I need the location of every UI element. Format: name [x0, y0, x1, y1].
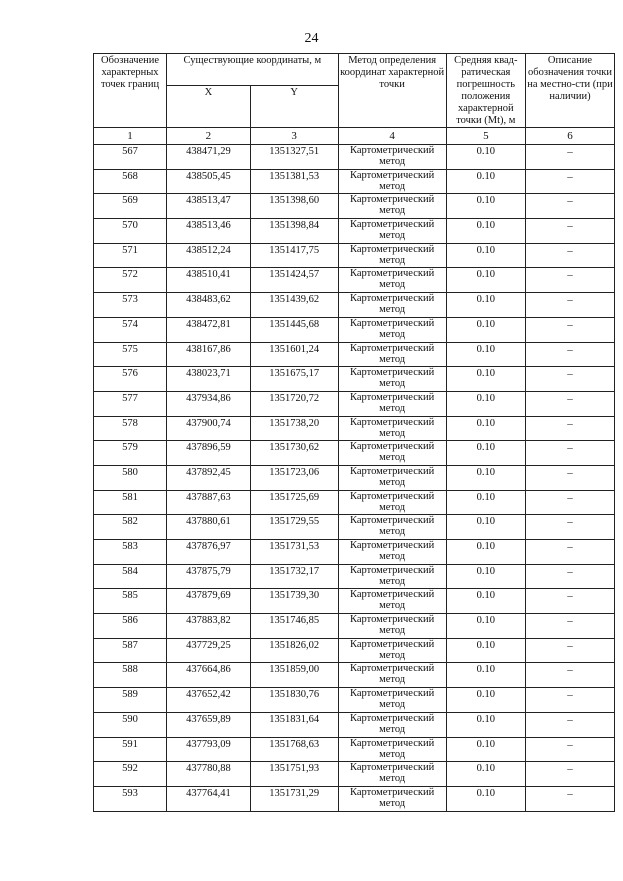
cell-description: –: [526, 589, 615, 614]
cell-point: 585: [94, 589, 167, 614]
cell-description: –: [526, 243, 615, 268]
cell-accuracy: 0.10: [446, 169, 525, 194]
cell-method: [338, 194, 446, 219]
cell-y: 1351417,75: [250, 243, 338, 268]
cell-accuracy: 0.10: [446, 712, 525, 737]
cell-point: 593: [94, 786, 167, 811]
cell-y: 1351723,06: [250, 465, 338, 490]
cell-accuracy: 0.10: [446, 391, 525, 416]
column-number: 5: [446, 128, 525, 145]
cell-point: 570: [94, 219, 167, 244]
cell-x: 437664,86: [167, 663, 251, 688]
cell-y: 1351398,84: [250, 219, 338, 244]
cell-accuracy: 0.10: [446, 441, 525, 466]
cell-description: –: [526, 268, 615, 293]
cell-description: –: [526, 540, 615, 565]
cell-y: 1351739,30: [250, 589, 338, 614]
cell-accuracy: 0.10: [446, 268, 525, 293]
cell-y: 1351675,17: [250, 367, 338, 392]
cell-method: [338, 367, 446, 392]
cell-x: 437900,74: [167, 416, 251, 441]
table-row: [94, 465, 615, 490]
column-number: 6: [526, 128, 615, 145]
method-text: Картометрический метод: [349, 243, 435, 266]
table-row: [94, 540, 615, 565]
cell-method: [338, 465, 446, 490]
cell-x: 437764,41: [167, 786, 251, 811]
cell-accuracy: 0.10: [446, 243, 525, 268]
cell-x: 438483,62: [167, 293, 251, 318]
cell-x: 437879,69: [167, 589, 251, 614]
cell-description: –: [526, 712, 615, 737]
cell-point: 575: [94, 342, 167, 367]
cell-point: 590: [94, 712, 167, 737]
cell-point: 582: [94, 515, 167, 540]
cell-point: 572: [94, 268, 167, 293]
cell-y: 1351445,68: [250, 317, 338, 342]
cell-point: 576: [94, 367, 167, 392]
cell-y: 1351729,55: [250, 515, 338, 540]
cell-x: 437793,09: [167, 737, 251, 762]
table-row: [94, 169, 615, 194]
cell-description: –: [526, 317, 615, 342]
cell-description: –: [526, 737, 615, 762]
cell-accuracy: 0.10: [446, 194, 525, 219]
cell-method: [338, 219, 446, 244]
cell-description: –: [526, 145, 615, 170]
cell-method: [338, 515, 446, 540]
cell-method: [338, 762, 446, 787]
table-row: [94, 194, 615, 219]
method-text: Картометрический метод: [349, 663, 435, 686]
table-row: [94, 762, 615, 787]
cell-x: 438167,86: [167, 342, 251, 367]
cell-method: [338, 540, 446, 565]
cell-point: 592: [94, 762, 167, 787]
cell-accuracy: 0.10: [446, 293, 525, 318]
cell-y: 1351768,63: [250, 737, 338, 762]
cell-description: –: [526, 465, 615, 490]
cell-point: 579: [94, 441, 167, 466]
cell-y: 1351751,93: [250, 762, 338, 787]
cell-method: [338, 490, 446, 515]
method-text: Картометрический метод: [349, 317, 435, 340]
cell-point: 577: [94, 391, 167, 416]
cell-point: 591: [94, 737, 167, 762]
cell-method: [338, 688, 446, 713]
cell-x: 437892,45: [167, 465, 251, 490]
cell-accuracy: 0.10: [446, 663, 525, 688]
cell-method: [338, 342, 446, 367]
cell-accuracy: 0.10: [446, 762, 525, 787]
column-number-row: [94, 128, 615, 145]
cell-x: 437896,59: [167, 441, 251, 466]
cell-point: 578: [94, 416, 167, 441]
cell-point: 580: [94, 465, 167, 490]
table-row: [94, 614, 615, 639]
cell-method: [338, 416, 446, 441]
table-row: [94, 564, 615, 589]
cell-description: –: [526, 663, 615, 688]
method-text: Картометрический метод: [349, 515, 435, 538]
method-text: Картометрический метод: [349, 219, 435, 242]
cell-description: –: [526, 688, 615, 713]
table-row: [94, 663, 615, 688]
method-text: Картометрический метод: [349, 342, 435, 365]
cell-point: 581: [94, 490, 167, 515]
cell-method: [338, 317, 446, 342]
table-row: [94, 712, 615, 737]
cell-accuracy: 0.10: [446, 638, 525, 663]
cell-accuracy: 0.10: [446, 367, 525, 392]
table-row: [94, 219, 615, 244]
cell-accuracy: 0.10: [446, 317, 525, 342]
cell-point: 589: [94, 688, 167, 713]
cell-x: 438512,24: [167, 243, 251, 268]
cell-accuracy: 0.10: [446, 490, 525, 515]
cell-method: [338, 663, 446, 688]
method-text: Картометрический метод: [349, 465, 435, 488]
cell-method: [338, 712, 446, 737]
cell-description: –: [526, 490, 615, 515]
cell-accuracy: 0.10: [446, 614, 525, 639]
cell-point: 569: [94, 194, 167, 219]
table-row: [94, 342, 615, 367]
cell-y: 1351439,62: [250, 293, 338, 318]
cell-point: 586: [94, 614, 167, 639]
cell-y: 1351381,53: [250, 169, 338, 194]
cell-y: 1351730,62: [250, 441, 338, 466]
cell-method: [338, 737, 446, 762]
cell-method: [338, 243, 446, 268]
cell-y: 1351830,76: [250, 688, 338, 713]
table-row: [94, 243, 615, 268]
table-row: [94, 786, 615, 811]
cell-accuracy: 0.10: [446, 540, 525, 565]
cell-y: 1351731,53: [250, 540, 338, 565]
column-number: 4: [338, 128, 446, 145]
method-text: Картометрический метод: [349, 145, 435, 167]
cell-point: 567: [94, 145, 167, 170]
cell-accuracy: 0.10: [446, 342, 525, 367]
page-number: 24: [304, 31, 319, 46]
table-row: [94, 490, 615, 515]
table-row: [94, 367, 615, 392]
cell-accuracy: 0.10: [446, 688, 525, 713]
method-text: Картометрический метод: [349, 638, 435, 661]
cell-y: 1351424,57: [250, 268, 338, 293]
cell-x: 438505,45: [167, 169, 251, 194]
cell-description: –: [526, 194, 615, 219]
cell-point: 571: [94, 243, 167, 268]
cell-y: 1351738,20: [250, 416, 338, 441]
cell-x: 438471,29: [167, 145, 251, 170]
header-point: Обозначение характерных точек границ: [94, 54, 167, 128]
cell-x: 437887,63: [167, 490, 251, 515]
method-text: Картометрический метод: [349, 614, 435, 637]
table-row: [94, 589, 615, 614]
cell-x: 437934,86: [167, 391, 251, 416]
table-row: [94, 268, 615, 293]
method-text: Картометрический метод: [349, 441, 435, 464]
table-row: [94, 317, 615, 342]
method-text: Картометрический метод: [349, 169, 435, 192]
cell-description: –: [526, 391, 615, 416]
table-row: [94, 515, 615, 540]
table-row: [94, 416, 615, 441]
cell-y: 1351327,51: [250, 145, 338, 170]
cell-description: –: [526, 614, 615, 639]
cell-x: 437652,42: [167, 688, 251, 713]
method-text: Картометрический метод: [349, 762, 435, 785]
table-row: [94, 391, 615, 416]
method-text: Картометрический метод: [349, 589, 435, 612]
cell-method: [338, 589, 446, 614]
coordinates-table: [93, 53, 615, 812]
cell-accuracy: 0.10: [446, 515, 525, 540]
cell-description: –: [526, 367, 615, 392]
cell-description: –: [526, 786, 615, 811]
method-text: Картометрический метод: [349, 194, 435, 217]
header-row-top: [94, 54, 615, 86]
method-text: Картометрический метод: [349, 786, 435, 809]
column-number: 2: [167, 128, 251, 145]
method-text: Картометрический метод: [349, 268, 435, 291]
method-text: Картометрический метод: [349, 416, 435, 439]
table-row: [94, 145, 615, 170]
cell-accuracy: 0.10: [446, 465, 525, 490]
cell-x: 437729,25: [167, 638, 251, 663]
cell-x: 437780,88: [167, 762, 251, 787]
cell-point: 583: [94, 540, 167, 565]
header-coordinates: Существующие координаты, м: [167, 54, 339, 86]
cell-method: [338, 145, 446, 170]
cell-description: –: [526, 169, 615, 194]
cell-x: 438023,71: [167, 367, 251, 392]
cell-accuracy: 0.10: [446, 416, 525, 441]
cell-method: [338, 441, 446, 466]
cell-y: 1351725,69: [250, 490, 338, 515]
method-text: Картометрический метод: [349, 540, 435, 562]
method-text: Картометрический метод: [349, 293, 435, 316]
table-row: [94, 688, 615, 713]
cell-point: 588: [94, 663, 167, 688]
cell-accuracy: 0.10: [446, 219, 525, 244]
cell-point: 568: [94, 169, 167, 194]
header-y: Y: [250, 86, 338, 128]
cell-y: 1351746,85: [250, 614, 338, 639]
cell-y: 1351859,00: [250, 663, 338, 688]
cell-method: [338, 564, 446, 589]
cell-description: –: [526, 638, 615, 663]
cell-point: 587: [94, 638, 167, 663]
cell-x: 437659,89: [167, 712, 251, 737]
cell-x: 437883,82: [167, 614, 251, 639]
cell-description: –: [526, 416, 615, 441]
cell-accuracy: 0.10: [446, 564, 525, 589]
table-row: [94, 293, 615, 318]
cell-x: 437875,79: [167, 564, 251, 589]
cell-method: [338, 169, 446, 194]
cell-description: –: [526, 293, 615, 318]
method-text: Картометрический метод: [349, 712, 435, 735]
method-text: Картометрический метод: [349, 737, 435, 760]
cell-accuracy: 0.10: [446, 589, 525, 614]
cell-method: [338, 268, 446, 293]
method-text: Картометрический метод: [349, 391, 435, 414]
cell-y: 1351398,60: [250, 194, 338, 219]
cell-y: 1351732,17: [250, 564, 338, 589]
method-text: Картометрический метод: [349, 490, 435, 513]
method-text: Картометрический метод: [349, 367, 435, 390]
column-number: 1: [94, 128, 167, 145]
cell-method: [338, 293, 446, 318]
cell-method: [338, 786, 446, 811]
table-body: [94, 145, 615, 812]
cell-description: –: [526, 515, 615, 540]
cell-point: 584: [94, 564, 167, 589]
table-row: [94, 737, 615, 762]
cell-method: [338, 614, 446, 639]
cell-description: –: [526, 762, 615, 787]
cell-y: 1351720,72: [250, 391, 338, 416]
cell-accuracy: 0.10: [446, 145, 525, 170]
cell-point: 574: [94, 317, 167, 342]
cell-y: 1351831,64: [250, 712, 338, 737]
cell-x: 438513,47: [167, 194, 251, 219]
cell-description: –: [526, 564, 615, 589]
cell-x: 438472,81: [167, 317, 251, 342]
header-method: Метод определения координат характерной точки: [338, 54, 446, 128]
cell-method: [338, 391, 446, 416]
header-x: X: [167, 86, 251, 128]
cell-accuracy: 0.10: [446, 737, 525, 762]
cell-point: 573: [94, 293, 167, 318]
cell-x: 437880,61: [167, 515, 251, 540]
table-row: [94, 441, 615, 466]
cell-y: 1351731,29: [250, 786, 338, 811]
method-text: Картометрический метод: [349, 564, 435, 587]
cell-x: 438513,46: [167, 219, 251, 244]
cell-description: –: [526, 441, 615, 466]
table-row: [94, 638, 615, 663]
column-number: 3: [250, 128, 338, 145]
method-text: Картометрический метод: [349, 688, 435, 711]
header-description: Описание обозначения точки на местно-сти (при наличии): [526, 54, 615, 128]
cell-description: –: [526, 219, 615, 244]
cell-method: [338, 638, 446, 663]
cell-x: 438510,41: [167, 268, 251, 293]
cell-y: 1351601,24: [250, 342, 338, 367]
cell-x: 437876,97: [167, 540, 251, 565]
header-accuracy: Средняя квад-ратическая погрешность положения характерной точки (Mt), м: [446, 54, 525, 128]
cell-accuracy: 0.10: [446, 786, 525, 811]
cell-description: –: [526, 342, 615, 367]
cell-y: 1351826,02: [250, 638, 338, 663]
